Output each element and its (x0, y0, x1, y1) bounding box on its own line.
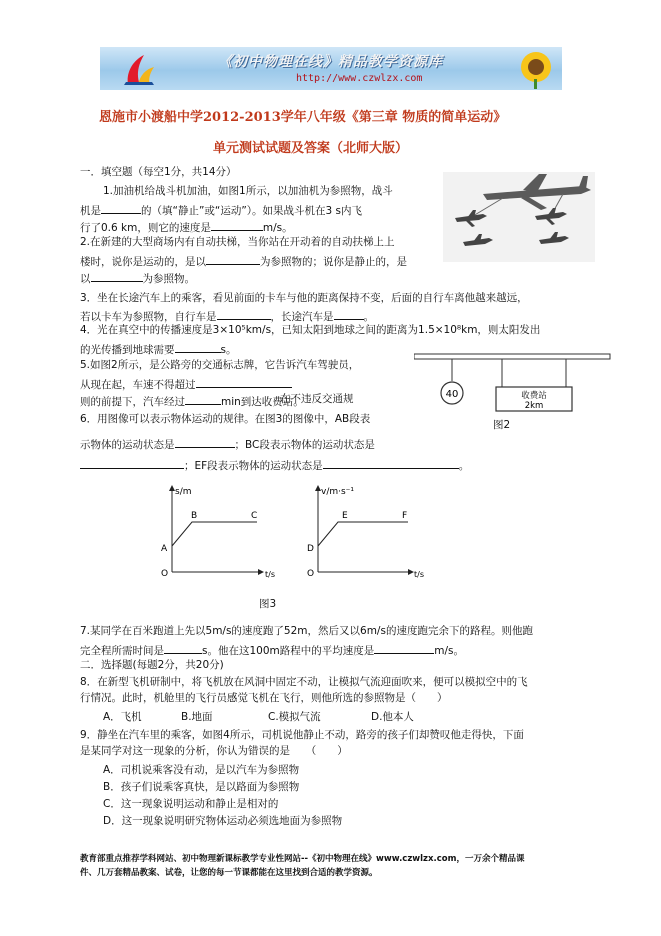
point-c-label: C (251, 511, 258, 521)
q5-line2: 从现在起，车速不得超过 (80, 376, 292, 392)
figure2-caption: 图2 (493, 419, 511, 431)
q9-option-d: D．这一现象说明研究物体运动必须选地面为参照物 (103, 815, 343, 827)
left-y-label: s/m (175, 487, 192, 497)
right-origin-label: O (307, 569, 315, 579)
left-x-label: t/s (265, 570, 275, 579)
q7-line1: 7.某同学在百米跑道上先以5m/s的速度跑了52m，然后又以6m/s的速度跑完余下的路程。则他跑 (80, 625, 533, 637)
q6-line3: ；EF段表示物体的运动状态是 。 (80, 457, 469, 473)
left-origin-label: O (161, 569, 169, 579)
figure1-refueling-aircraft (443, 172, 595, 262)
q7-line2: 完全程所需时间是 s。他在这100m路程中的平均速度是 m/s。 (80, 642, 464, 658)
point-b-label: B (191, 511, 198, 521)
point-f-label: F (402, 511, 408, 521)
page-title: 恩施市小渡船中学2012-2013学年八年级《第三章 物质的简单运动》 (99, 110, 507, 125)
q5-line1: 5.如图2所示，是公路旁的交通标志牌，它告诉汽车驾驶员， (80, 359, 360, 371)
site-banner (100, 47, 562, 90)
q9-option-b: B．孩子们说乘客真快，是以路面为参照物 (103, 781, 300, 793)
q9-option-c: C．这一现象说明运动和静止是相对的 (103, 798, 279, 810)
q9-line2: 是某同学对这一现象的分析，你认为错误的是 （ ） (80, 745, 348, 757)
q5-line4: 则的前提下，汽车经过 min到达收费站。 (80, 393, 304, 409)
q1-line1: 1.加油机给战斗机加油，如图1所示，以加油机为参照物，战斗 (103, 185, 393, 197)
station-distance-text: 2km (524, 401, 544, 411)
footer-line2: 件、几万套精品教案、试卷，让您的每一节课都能在这里找到合适的教学资源。 (80, 868, 378, 878)
q8-option-c: C.模拟气流 (268, 711, 321, 723)
q9-option-a: A．司机说乘客没有动，是以汽车为参照物 (103, 764, 300, 776)
q4-line1: 4．光在真空中的传播速度是3×10⁵km/s，已知太阳到地球之间的距离为1.5×10⁸km，则太阳发出 (80, 324, 541, 336)
right-x-label: t/s (414, 570, 424, 579)
point-e-label: E (342, 511, 348, 521)
q1-line3: 行了0.6 km，则它的速度是 m/s。 (80, 219, 293, 235)
banner-url: http://www.czwlzx.com (296, 73, 423, 84)
q6-line1: 6．用图像可以表示物体运动的规律。在图3的图像中，AB段表 (80, 413, 371, 425)
q2-line1: 2.在新建的大型商场内有自动扶梯，当你站在开动着的自动扶梯上上 (80, 236, 395, 248)
q6-line2: 示物体的运动状态是 ；BC段表示物体的运动状态是 (80, 436, 375, 452)
right-y-label: v/m·s⁻¹ (321, 487, 355, 497)
q8-option-a: A．飞机 (103, 711, 142, 723)
point-d-label: D (307, 544, 314, 554)
q3-line1: 3．坐在长途汽车上的乘客，看见前面的卡车与他的距离保持不变，后面的自行车离他越来越远， (80, 292, 528, 304)
q5-line3: 在不违反交通规 (280, 393, 354, 405)
q1-line2: 机是 的（填“静止”或“运动”）。如果战斗机在3 s内飞 (80, 202, 362, 218)
q4-line2: 的光传播到地球需要 s。 (80, 341, 236, 357)
section-heading-fill: 一．填空题（每空1分，共14分） (80, 166, 237, 178)
site-logo-icon (122, 51, 156, 87)
station-name-text: 收费站 (521, 391, 547, 401)
figure3-motion-graphs (155, 480, 435, 584)
page-subtitle: 单元测试试题及答案（北师大版） (213, 141, 409, 156)
q8-line2: 行情况。此时，机舱里的飞行员感觉飞机在飞行，则他所选的参照物是（ ） (80, 692, 448, 704)
q2-line3: 以 为参照物。 (80, 270, 195, 286)
q9-line1: 9．静坐在汽车里的乘客，如图4所示，司机说他静止不动，路旁的孩子们却赞叹他走得快，下面 (80, 729, 524, 741)
q8-option-b: B.地面 (181, 711, 213, 723)
section-heading-choice: 二．选择题(每题2分，共20分) (80, 659, 224, 671)
speed-limit-text: 40 (445, 389, 459, 400)
q3-line2: 若以卡车为参照物，自行车是 ，长途汽车是 。 (80, 308, 374, 324)
q2-line2: 楼时，说你是运动的，是以 为参照物的；说你是静止的，是 (80, 253, 407, 269)
point-a-label: A (161, 544, 168, 554)
figure3-caption: 图3 (259, 598, 277, 610)
q8-line1: 8．在新型飞机研制中，将飞机放在风洞中固定不动，让模拟气流迎面吹来，便可以模拟空中的飞 (80, 676, 528, 688)
footer-line1: 教育部重点推荐学科网站、初中物理新课标教学专业性网站--《初中物理在线》www.czwlzx.com，一万余个精品课 (80, 854, 525, 864)
banner-title: 《初中物理在线》精品教学资源库 (218, 54, 443, 70)
figure2-traffic-sign (414, 351, 611, 413)
sunflower-icon (512, 49, 556, 89)
q8-option-d: D.他本人 (371, 711, 414, 723)
